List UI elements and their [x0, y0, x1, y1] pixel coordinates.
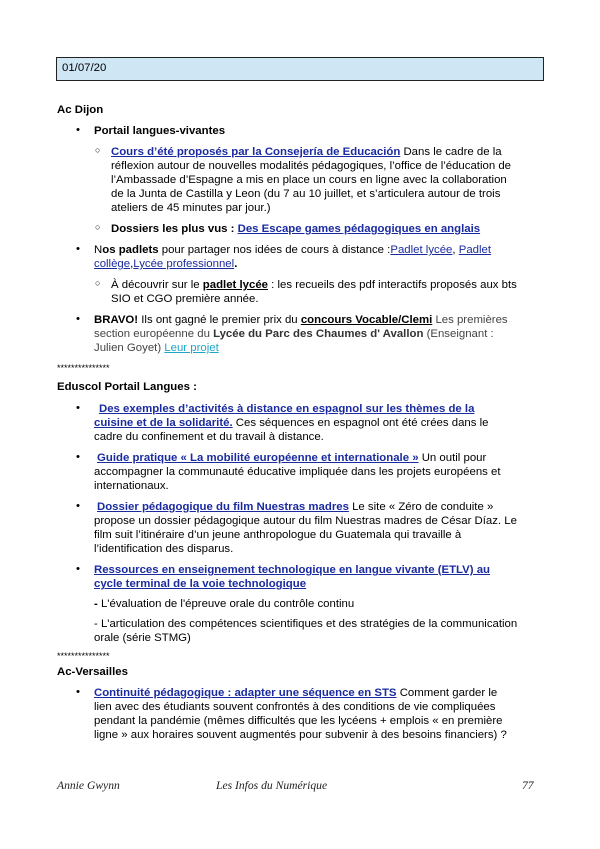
date-box	[56, 57, 544, 81]
eduscol-item1-line3: cadre du confinement et du travail à distance.	[94, 431, 324, 443]
cours-line-4: de la Junta de Castilla y Leon (du 7 au 10 juillet, et s’articulera autour de trois	[111, 188, 501, 200]
guide-pratique-link[interactable]: Guide pratique « La mobilité européenne et internationale »	[97, 452, 419, 464]
dot: .	[234, 258, 238, 270]
eduscol-item1-line2	[94, 416, 488, 430]
item2-text: Un outil pour	[418, 452, 487, 464]
bravo-text-b: Les premières	[432, 314, 508, 326]
section-heading-eduscol: Eduscol Portail Langues :	[57, 381, 197, 393]
escape-games-link[interactable]: Des Escape games pédagogiques en anglais	[237, 223, 481, 235]
bravo-line-1	[94, 313, 508, 327]
eduscol-item3-line2: propose un dossier pédagogique autour du film Nuestras madres de César Díaz. Le	[94, 515, 517, 527]
bullet: •	[76, 313, 80, 325]
separator: ***************	[57, 363, 110, 373]
date-text: 01/07/20	[62, 62, 107, 74]
separator: ***************	[57, 651, 110, 661]
bravo-text: Ils ont gagné le premier prix du	[138, 314, 301, 326]
item4-sub1-text: L'évaluation de l'épreuve orale du contrôle continu	[100, 598, 355, 610]
dash: -	[94, 598, 101, 610]
eduscol-item1-line1	[99, 402, 474, 416]
portail-langues-label: Portail langues-vivantes	[94, 125, 226, 137]
padlets-line-1	[94, 243, 491, 257]
versailles-line1	[94, 686, 497, 700]
cours-text: Dans le cadre de la	[400, 146, 502, 158]
decouvrir-line-1	[111, 278, 517, 292]
cours-line-2: réflexion autour de nouvelles modalités pédagogiques, l’office de l’éducation de	[111, 160, 512, 172]
versailles-text: Comment garder le	[396, 687, 498, 699]
eduscol-item4-sub1	[94, 597, 354, 611]
leur-projet-link[interactable]: Leur projet	[164, 342, 219, 354]
eduscol-item2-line1	[97, 451, 486, 465]
versailles-line3: pendant la pandémie (mêmes difficultés que les lycéens + emplois « en première	[94, 715, 503, 727]
bravo-label: BRAVO!	[94, 314, 139, 326]
bullet: •	[76, 402, 80, 414]
eduscol-item3-line4: l’identification des disparus.	[94, 543, 234, 555]
ressources-etlv-link-2[interactable]: cycle terminal de la voie technologique	[94, 578, 307, 590]
padlet-lycee-link[interactable]: Padlet lycée	[390, 244, 453, 256]
concours-link[interactable]: concours Vocable/Clemi	[300, 314, 433, 326]
cours-ete-link[interactable]: Cours d’été proposés par la Consejería de Educación	[111, 146, 401, 158]
decouvrir-text-b: : les recueils des pdf interactifs proposés aux bts	[268, 279, 517, 291]
sub-bullet: ○	[95, 222, 101, 232]
padlet-college-link-a[interactable]: Padlet	[458, 244, 492, 256]
versailles-line4: ligne » aux horaires souvent augmentés pour subvenir à des besoins financiers) ?	[94, 729, 507, 741]
bravo-l2c: (Enseignant :	[423, 328, 494, 340]
section-heading-versailles: Ac-Versailles	[57, 666, 128, 678]
eduscol-item3-line3: film suit l’itinéraire d’un jeune anthropologue du Guatemala qui travaille à	[94, 529, 462, 541]
bravo-line-3	[94, 341, 219, 355]
bullet: •	[76, 451, 80, 463]
ressources-etlv-link-1[interactable]: Ressources en enseignement technologique en langue vivante (ETLV) au	[94, 564, 491, 576]
eduscol-item3-line1	[97, 500, 493, 514]
bullet: •	[76, 500, 80, 512]
bravo-l2a: section européenne du	[94, 328, 214, 340]
bullet: •	[76, 243, 80, 255]
footer-author: Annie Gwynn	[57, 779, 120, 792]
lycee-pro-link[interactable]: Lycée professionnel	[133, 258, 235, 270]
bullet: •	[76, 124, 80, 136]
continuite-pedagogique-link[interactable]: Continuité pédagogique : adapter une séquence en STS	[94, 687, 397, 699]
padlets-label: os padlets	[102, 244, 159, 256]
decouvrir-line-2: SIO et CGO première année.	[111, 293, 259, 305]
section-heading-dijon: Ac Dijon	[57, 104, 104, 116]
cours-line-3: l’Ambassade d’Espagne a mis en place un cours en ligne avec la collaboration	[111, 174, 507, 186]
cours-line-5: ateliers de 45 minutes par jour.)	[111, 202, 271, 214]
padlets-text: pour partager nos idées de cours à distance :	[158, 244, 391, 256]
bravo-line-2	[94, 327, 494, 341]
cours-line-1	[111, 145, 502, 159]
bullet: •	[76, 686, 80, 698]
lycee-name: Lycée du Parc des Chaumes d' Avallon	[213, 328, 424, 340]
versailles-line2: lien avec des étudiants souvent confrontés à des conditions de vie compliquées	[94, 701, 496, 713]
eduscol-item4-sub2-line1: - L'articulation des compétences scientifiques et des stratégies de la communication	[94, 618, 518, 630]
eduscol-item4-sub2-line2: orale (série STMG)	[94, 632, 191, 644]
footer-page-number: 77	[522, 779, 534, 792]
footer-title: Les Infos du Numérique	[216, 779, 328, 792]
bravo-l3a: Julien Goyet)	[94, 342, 165, 354]
item1-text: Ces séquences en espagnol ont été crées dans le	[232, 417, 489, 429]
exemples-activites-link-2[interactable]: cuisine et de la solidarité.	[94, 417, 233, 429]
padlets-line-2: collège,Lycée professionnel.	[94, 258, 238, 270]
item3-text: Le site « Zéro de conduite »	[348, 501, 494, 513]
eduscol-item2-line2: accompagner la communauté éducative impliquée dans les projets européens et	[94, 466, 501, 478]
padlets-n: N	[94, 244, 103, 256]
eduscol-item2-line3: internationaux.	[94, 480, 169, 492]
padlet-college-link-b[interactable]: collège	[94, 258, 131, 270]
padlet-lycee-link-2[interactable]: padlet lycée	[202, 279, 269, 291]
dossier-film-link[interactable]: Dossier pédagogique du film Nuestras madres	[97, 501, 349, 513]
eduscol-item4-line2	[94, 577, 306, 591]
dossiers-label: Dossiers les plus vus :	[111, 223, 238, 235]
exemples-activites-link-1[interactable]: Des exemples d’activités à distance en espagnol sur les thèmes de la	[99, 403, 475, 415]
sub-bullet: ○	[95, 145, 101, 155]
dossiers-line	[111, 222, 480, 236]
sub-bullet: ○	[95, 278, 101, 288]
bullet: •	[76, 563, 80, 575]
eduscol-item4-line1	[94, 563, 490, 577]
comma: ,	[452, 244, 459, 256]
decouvrir-text: À découvrir sur le	[111, 279, 203, 291]
